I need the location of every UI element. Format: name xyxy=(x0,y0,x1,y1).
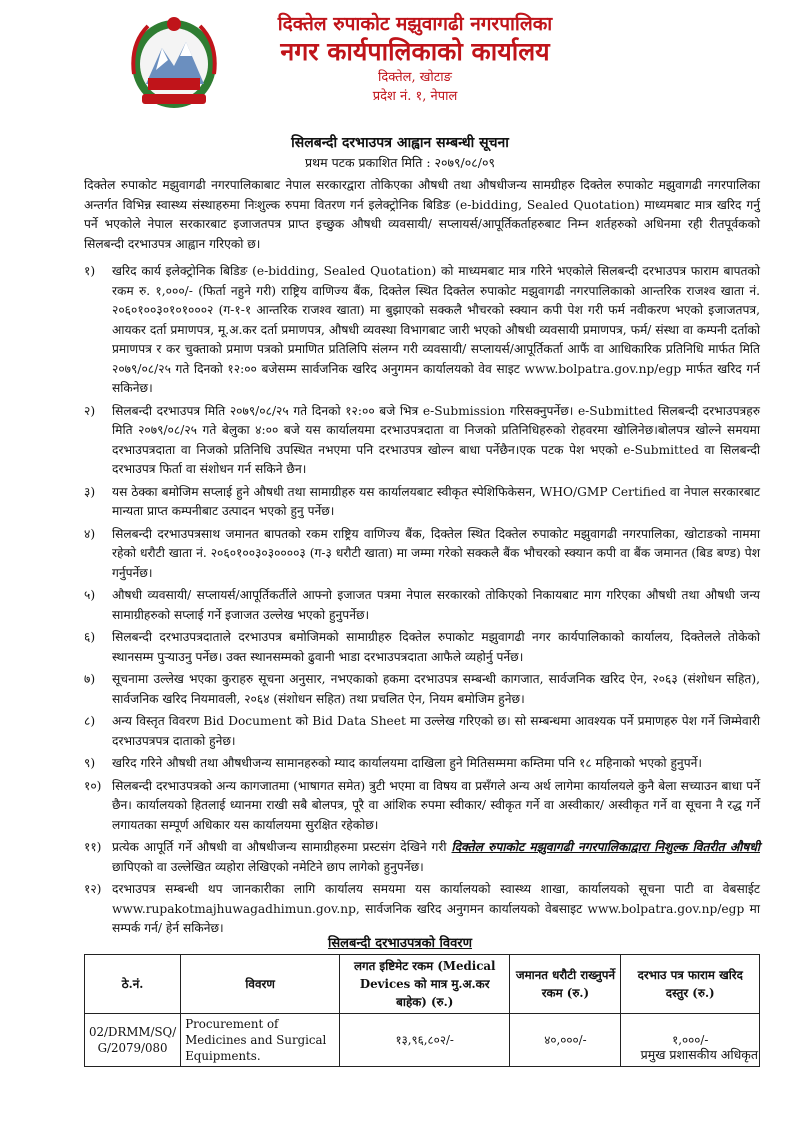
publication-date: प्रथम पटक प्रकाशित मिति : २०७९/०८/०९ xyxy=(305,155,495,170)
cell-deposit: ४०,०००/- xyxy=(510,1014,621,1067)
list-item: ११) प्रत्येक आपूर्ति गर्ने औषधी वा औषधीजन्य सामाग्रीहरुमा प्रस्टसंग देखिने गरी दिक्तेल रुपाकोट मझुवागढी नगरपालिकाद्वारा निशुल्क वितरीत औषधी छापिएको वा उल्लेखित व्यहोरा लेखिएको नमेटिने छाप लागेको हुनुपर्नेछ। xyxy=(84,840,760,874)
cell-estimate: १३,९६,८०२/- xyxy=(340,1014,510,1067)
col-header: लगत इष्टिमेट रकम (Medical Devices को मात्र मु.अ.कर बाहेक) (रु.) xyxy=(340,955,510,1014)
cell-description: Procurement of Medicines and Surgical Equipments. xyxy=(181,1014,340,1067)
list-item: ५) औषधी व्यवसायी/ सप्लायर्स/आपूर्तिकर्तीले आफ्नो इजाजत पत्रमा नेपाल सरकारको तोकिएको निकायबाट माग गरिएका औषधी तथा औषधी जन्य सामाग्रीहरुको सप्लाई गर्ने इजाजत उल्लेख भएको हुनुपर्नेछ। xyxy=(84,588,760,622)
col-header: ठे.नं. xyxy=(85,955,181,1014)
cell-contract-no: 02/DRMM/SQ/ G/2079/080 xyxy=(85,1014,181,1067)
list-item: ३) यस ठेक्का बमोजिम सप्लाई हुने औषधी तथा सामाग्रीहरु यस कार्यालयबाट स्वीकृत स्पेशिफिकेसन, WHO/GMP Certified वा नेपाल सरकारबाट मान्यता प्राप्त कम्पनीबाट उत्पादन भएको हुनु पर्नेछ। xyxy=(84,484,760,518)
nepal-emblem-icon xyxy=(128,14,220,110)
table-header-row xyxy=(85,955,760,1014)
conditions-list xyxy=(84,262,760,942)
list-item: १२) दरभाउपत्र सम्बन्धी थप जानकारीका लागि कार्यालय समयमा यस कार्यालयको स्वास्थ्य शाखा, कार्यालयको सूचना पाटी वा वेबसाईट www.rupakotmajhuwagadhimun.gov.np, सार्वजनिक खरिद अनुगमन कार्यालयको वेबसाइट www.bolpatra.gov.np/egp मा सम्पर्क गर्न/ हेर्न सकिनेछ। xyxy=(84,882,760,935)
cell-fee: १,०००/- xyxy=(621,1014,760,1067)
list-item: ६) सिलबन्दी दरभाउपत्रदाताले दरभाउपत्र बमोजिमको सामाग्रीहरु दिक्तेल रुपाकोट मझुवागढी नगर कार्यपालिकाको कार्यालय, दिक्तेलले तोकेको स्थानसम्म पुऱ्याउनु पर्नेछ। उक्त स्थानसम्मको ढुवानी भाडा दरभाउपत्रदाता आफैले व्यहोर्नु पर्नेछ। xyxy=(84,630,760,664)
notice-title: सिलबन्दी दरभाउपत्र आह्वान सम्बन्धी सूचना xyxy=(291,135,509,151)
office-province: प्रदेश नं. १, नेपाल xyxy=(372,89,458,104)
col-header: विवरण xyxy=(181,955,340,1014)
list-item: १०) सिलबन्दी दरभाउपत्रको अन्य कागजातमा (भाषागत समेत) त्रुटी भएमा वा विषय वा प्रसँगले अन्य अर्थ लागेमा कार्यालयले कुनै बेला सच्याउन बाधा पर्ने छैन। कार्यालयको हितलाई ध्यानमा राखी सबै बोलपत्र, पूरै वा आंशिक रुपमा स्वीकार/ स्वीकृत गर्ने वा अस्वीकार/ अस्वीकृत गर्ने वा सूचना नै रद्ध गर्ने लगायतका सम्पूर्ण अधिकार यस कार्यालयमा सुरक्षित रहेकोछ। xyxy=(84,778,760,832)
list-item: ९) खरिद गरिने औषधी तथा औषधीजन्य सामानहरुको म्याद कार्यालयमा दाखिला हुने मितिसम्ममा कम्तिमा पनि १८ महिनाको भएको हुनुपर्ने। xyxy=(84,756,702,770)
list-item: ८) अन्य विस्तृत विवरण Bid Document को Bid Data Sheet मा उल्लेख गरिएको छ। सो सम्बन्धमा आवश्यक पर्ने प्रमाणहरु पेश गर्ने जिम्मेवारी दरभाउपत्रपत्र दाताको हुनेछ। xyxy=(84,714,760,748)
list-item: २) सिलबन्दी दरभाउपत्र मिति २०७९/०८/२५ गते दिनको १२:०० बजे भित्र e-Submission गरिसक्नुपर्नेछ। e-Submitted सिलबन्दी दरभाउपत्रहरु मिति २०७९/०८/२५ गते बेलुका ४:०० बजे यस कार्यालयमा दरभाउपत्रदाता वा निजको प्रतिनिधिहरुको रोहवरमा खोलिनेछ।बोलपत्र खोल्ने समयमा दरभाउपत्रदाता वा निजको प्रतिनिधि उपस्थित नभएमा पनि दरभाउपत्र खोल्न बाधा पर्नेछैन।एक पटक पेश भएको e-Submitted वा सिलबन्दी दरभाउपत्र फिर्ता वा संशोधन गर्न सकिने छैन। xyxy=(84,403,760,476)
list-item: ४) सिलबन्दी दरभाउपत्रसाथ जमानत बापतको रकम राष्ट्रिय वाणिज्य बैंक, दिक्तेल स्थित दिक्तेल रुपाकोट मझुवागढी नगरपालिका, खोटाङको नाममा रहेको धरौटी खाता नं. २०६०१००३०३००००३ (ग-३ धरौटी खाता) मा जम्मा गरेको सक्कलै बैंक भौचरको स्क्यान कपी वा बैंक जमानत (बिड बण्ड) पेश गर्नुपर्नेछ। xyxy=(84,526,760,580)
list-item: १) खरिद कार्य इलेक्ट्रोनिक बिडिङ (e-bidding, Sealed Quotation) को माध्यमबाट मात्र गरिने भएकोले सिलबन्दी दरभाउपत्र फाराम बापतको रकम रु. १,०००/- (फिर्ता नहुने गरी) राष्ट्रिय वाणिज्य बैंक, दिक्तेल स्थित दिक्तेल रुपाकोट मझुवागढी नगरपालिकाको आन्तरिक राजश्व खाता नं. २०६०१००३०१०१०००२ (ग-१-१ आन्तरिक राजश्व खाता) मा बुझाएको सक्कलै भौचरको स्क्यान कपी पेश गरी फर्म नवीकरण भएको इजाजतपत्र, आयकर दर्ता प्रमाणपत्र, मू.अ.कर दर्ता प्रमाणपत्र, औषधी व्यवस्था विभागबाट जारी भएको औषधी व्यवसायी प्रमाणपत्र, फर्म/ संस्था वा कम्पनी दर्ताको प्रमाणपत्र र कर चुक्ताको प्रमाण पत्रको प्रमाणित प्रतिलिपि संलग्न गरी व्यवसायी/ सप्लायर्स/आपूर्तिकर्ता आफैं वा आधिकारिक प्रतिनिधि मार्फत मिति २०७९/०८/२५ गते दिनको १२:०० बजेसम्म सार्वजनिक खरिद अनुगमन कार्यालयको वेव साइट www.bolpatra.gov.np/egp मार्फत खरिद गर्न सकिनेछ। xyxy=(84,264,760,395)
office-name: नगर कार्यपालिकाको कार्यालय xyxy=(280,37,550,66)
municipality-name: दिक्तेल रुपाकोट मझुवागढी नगरपालिका xyxy=(277,13,553,35)
emphasized-label-text: दिक्तेल रुपाकोट मझुवागढी नगरपालिकाद्वारा निशुल्क वितरीत औषधी xyxy=(451,840,760,854)
notice-intro: दिक्तेल रुपाकोट मझुवागढी नगरपालिकाबाट नेपाल सरकारद्वारा तोकिएका औषधी तथा औषधीजन्य सामग्रीहरु दिक्तेल रुपाकोट मझुवागढी नगरपालिका अन्तर्गत विभिन्न स्वास्थ्य संस्थाहरुमा निःशुल्क रुपमा वितरण गर्न इलेक्ट्रोनिक बिडिङ (e-bidding, Sealed Quotation) माध्यमबाट मात्र खरिद गर्नु पर्ने भएकोले नेपाल सरकारबाट इजाजतपत्र प्राप्त इच्छुक औषधी व्यवसायी/ सप्लायर्स/आपूर्तिकर्ताहरुबाट निम्न शर्तहरुको अधिनमा रही रीतपूर्वकको सिलबन्दी दरभाउपत्र आह्वान गरिएको छ। xyxy=(84,178,760,251)
col-header: दरभाउ पत्र फाराम खरिद दस्तुर (रु.) xyxy=(621,955,760,1014)
signature-designation: प्रमुख प्रशासकीय अधिकृत xyxy=(640,1047,758,1062)
col-header: जमानत धरौटी राख्नुपर्ने रकम (रु.) xyxy=(510,955,621,1014)
list-item: ७) सूचनामा उल्लेख भएका कुराहरु सूचना अनुसार, नभएकाको हकमा दरभाउपत्र सम्बन्धी कागजात, सार्वजनिक खरिद ऐन, २०६३ (संशोधन सहित), सार्वजनिक खरिद नियमावली, २०६४ (संशोधन सहित) तथा प्रचलित ऐन, नियम बमोजिम हुनेछ। xyxy=(84,672,760,706)
table-caption: सिलबन्दी दरभाउपत्रको विवरण xyxy=(327,936,473,951)
office-place: दिक्तेल, खोटाङ xyxy=(378,70,452,85)
letterhead xyxy=(0,0,800,120)
